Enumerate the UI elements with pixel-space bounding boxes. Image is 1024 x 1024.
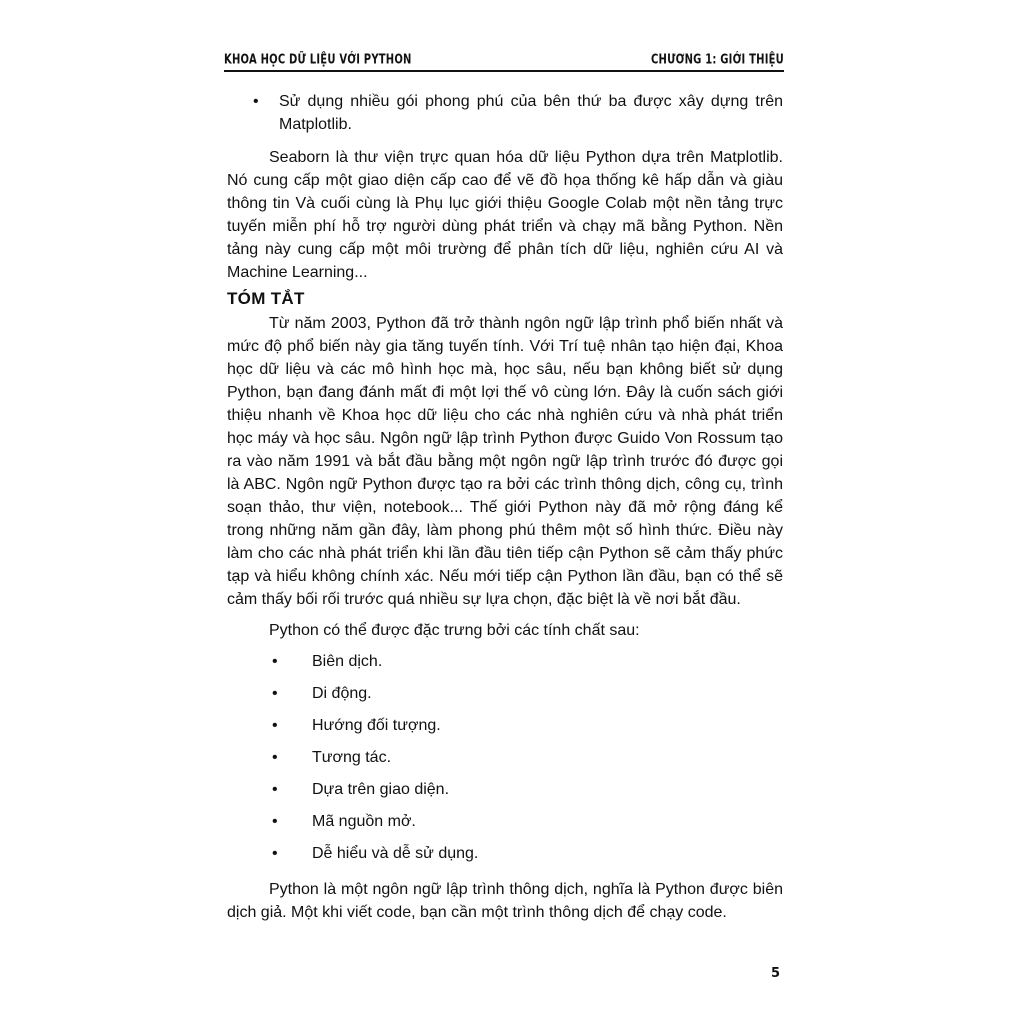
feature-text: Dễ hiểu và dễ sử dụng. <box>312 845 479 862</box>
bullet-icon: • <box>272 813 278 830</box>
intro-bullet-item <box>227 90 783 136</box>
list-item <box>227 650 783 682</box>
list-item <box>227 714 783 746</box>
seaborn-paragraph: Seaborn là thư viện trực quan hóa dữ liệu Python dựa trên Matplotlib. Nó cung cấp một giao diện cấp cao để vẽ đồ họa thống kê hấp dẫn và giàu thông tin Và cuối cùng là Phụ lục giới thiệu Google Colab một nền tảng trực tuyến miễn phí hỗ trợ người dùng phát triển và chạy mã bằng Python. Nền tảng này cung cấp một môi trường để phân tích dữ liệu, nghiên cứu AI và Machine Learning... <box>227 149 783 281</box>
header-rule <box>224 70 784 72</box>
section-heading: TÓM TẮT <box>227 289 305 308</box>
feature-text: Tương tác. <box>312 749 392 766</box>
feature-text: Hướng đối tượng. <box>312 717 441 734</box>
features-list <box>227 650 783 874</box>
list-item <box>227 778 783 810</box>
list-item <box>227 746 783 778</box>
list-item <box>227 810 783 842</box>
feature-text: Mã nguồn mở. <box>312 813 416 830</box>
intro-bullet-text: Sử dụng nhiều gói phong phú của bên thứ ba được xây dựng trên Matplotlib. <box>279 93 783 133</box>
bullet-icon: • <box>272 845 278 862</box>
bullet-icon: • <box>272 781 278 798</box>
page-body <box>227 90 783 924</box>
bullet-icon: • <box>272 653 278 670</box>
bullet-icon: • <box>272 717 278 734</box>
bullet-icon: • <box>253 93 259 110</box>
features-lead: Python có thể được đặc trưng bởi các tính chất sau: <box>269 622 640 639</box>
list-item <box>227 842 783 874</box>
book-title-header: KHOA HỌC DỮ LIỆU VỚI PYTHON <box>224 53 412 68</box>
list-item <box>227 682 783 714</box>
feature-text: Dựa trên giao diện. <box>312 781 450 798</box>
feature-text: Biên dịch. <box>312 653 383 670</box>
summary-paragraph: Từ năm 2003, Python đã trở thành ngôn ngữ lập trình phổ biến nhất và mức độ phổ biến này gia tăng tuyến tính. Với Trí tuệ nhân tạo hiện đại, Khoa học dữ liệu và các mô hình học mà, học sâu, nếu bạn không biết sử dụng Python, bạn đang đánh mất đi một lợi thế vô cùng lớn. Đây là cuốn sách giới thiệu nhanh về Khoa học dữ liệu cho các nhà nghiên cứu và nhà phát triển học máy và học sâu. Ngôn ngữ lập trình Python được Guido Von Rossum tạo ra vào năm 1991 và bắt đầu bằng một ngôn ngữ lập trình trước đó được gọi là ABC. Ngôn ngữ Python được tạo ra bởi các trình thông dịch, công cụ, trình soạn thảo, thư viện, notebook... Thế giới Python này đã mở rộng đáng kể trong những năm gần đây, làm phong phú thêm một số hình thức. Điều này làm cho các nhà phát triển khi lần đầu tiên tiếp cận Python sẽ cảm thấy phức tạp và hiểu không chính xác. Nếu mới tiếp cận Python lần đầu, bạn có thể sẽ cảm thấy bối rối trước quá nhiều sự lựa chọn, đặc biệt là về nơi bắt đầu. <box>227 315 783 608</box>
feature-text: Di động. <box>312 685 372 702</box>
bullet-icon: • <box>272 749 278 766</box>
chapter-title-header: CHƯƠNG 1: GIỚI THIỆU <box>650 53 784 68</box>
running-header <box>224 49 784 69</box>
bullet-icon: • <box>272 685 278 702</box>
page-number: 5 <box>771 966 781 981</box>
final-paragraph: Python là một ngôn ngữ lập trình thông dịch, nghĩa là Python được biên dịch giả. Một khi viết code, bạn cần một trình thông dịch để chạy code. <box>227 881 783 921</box>
